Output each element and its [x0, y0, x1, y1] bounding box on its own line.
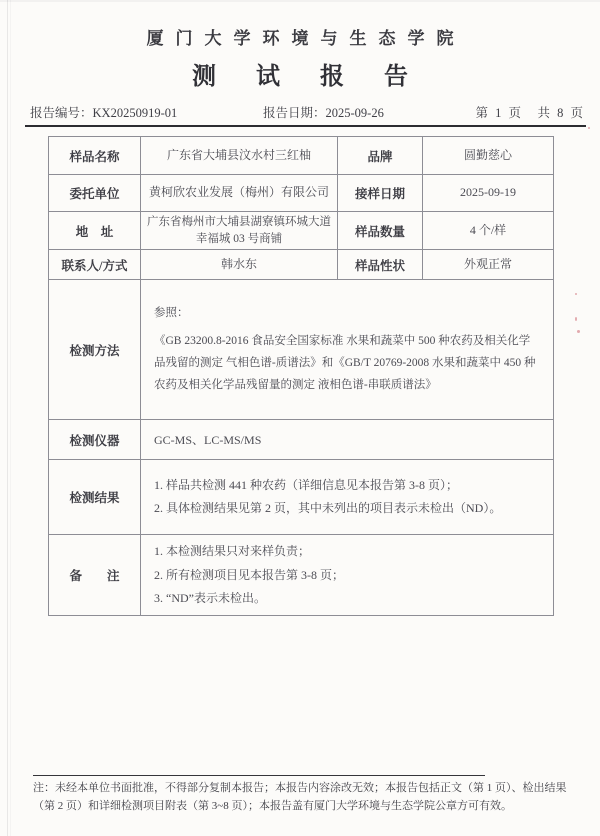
- field-label-remarks: 备 注: [49, 535, 141, 616]
- field-label-sample-name: 样品名称: [49, 137, 141, 175]
- table-row: [49, 250, 554, 280]
- table-row-results: [49, 460, 554, 535]
- field-label-brand: 品牌: [338, 137, 423, 175]
- table-row-instruments: [49, 420, 554, 460]
- report-date-value: 2025-09-26: [325, 106, 384, 120]
- field-label-instruments: 检测仪器: [49, 420, 141, 460]
- report-info-table: [48, 136, 554, 616]
- remark-line-2: 2. 所有检测项目见本报告第 3-8 页；: [154, 567, 344, 582]
- test-method-intro: 参照：: [154, 307, 189, 320]
- paper-edge-shadow: [7, 0, 8, 836]
- scan-artifact-red-speck: [575, 317, 577, 321]
- report-date: [263, 103, 384, 121]
- header-rule: [25, 125, 586, 127]
- result-line-2: 2. 具体检测结果见第 2 页，其中未列出的项目表示未检出（ND）。: [154, 501, 502, 516]
- report-date-label: 报告日期：: [263, 106, 326, 120]
- field-label-address: 地 址: [49, 212, 141, 250]
- scan-artifact-red-speck: [588, 127, 590, 129]
- field-value-contact: 韩水东: [141, 250, 338, 280]
- table-row-test-method: [49, 280, 554, 420]
- field-label-contact: 联系人/方式: [49, 250, 141, 280]
- field-value-results: [141, 460, 554, 535]
- document-header: [0, 0, 600, 127]
- field-value-client: 黄柯欣农业发展（梅州）有限公司: [141, 175, 338, 212]
- remark-line-3: 3. “ND”表示未检出。: [154, 591, 266, 606]
- test-method-standards: 《GB 23200.8-2016 食品安全国家标准 水果和蔬菜中 500 种农药及相关化学品残留的测定 气相色谱-质谱法》和《GB/T 20769-2008 水果和蔬菜中 450 种农药及相关化学品残留量的测定 液相色谱-串联质谱法》: [154, 335, 536, 391]
- field-value-test-method: [141, 280, 554, 420]
- report-meta-row: [0, 103, 600, 121]
- footer-note: [33, 775, 587, 815]
- table-row: [49, 137, 554, 175]
- page-indicator: 第 1 页 共 8 页: [475, 106, 585, 120]
- field-label-sample-quantity: 样品数量: [338, 212, 423, 250]
- paper-edge-shadow-2: [10, 0, 11, 836]
- field-value-sample-condition: 外观正常: [423, 250, 554, 280]
- field-label-results: 检测结果: [49, 460, 141, 535]
- report-number: [30, 103, 177, 121]
- field-label-client: 委托单位: [49, 175, 141, 212]
- field-value-receive-date: 2025-09-19: [423, 175, 554, 212]
- scan-artifact-red-speck: [577, 330, 580, 333]
- table-row-remarks: [49, 535, 554, 616]
- table-row: [49, 175, 554, 212]
- paper-edge-top-shadow: [0, 0, 600, 2]
- field-value-sample-name: 广东省大埔县汶水村三红柚: [141, 137, 338, 175]
- field-value-sample-quantity: 4 个/样: [423, 212, 554, 250]
- report-number-label: 报告编号：: [30, 106, 93, 120]
- field-label-test-method: 检测方法: [49, 280, 141, 420]
- field-label-sample-condition: 样品性状: [338, 250, 423, 280]
- result-line-1: 1. 样品共检测 441 种农药（详细信息见本报告第 3-8 页）；: [154, 477, 458, 492]
- institution-name: 厦门大学环境与生态学院: [146, 29, 466, 48]
- report-title: 测试报告: [192, 64, 448, 90]
- field-value-brand: 圆勤慈心: [423, 137, 554, 175]
- field-value-address: 广东省梅州市大埔县湖寮镇环城大道幸福城 03 号商铺: [141, 212, 338, 250]
- report-number-value: KX20250919-01: [92, 106, 178, 120]
- field-value-instruments: GC-MS、LC-MS/MS: [141, 420, 554, 460]
- footnote-text: 注：未经本单位书面批准，不得部分复制本报告；本报告内容涂改无效；本报告包括正文（第 1 页）、检出结果（第 2 页）和详细检测项目附表（第 3~8 页）；本报告盖有厦门大学环境与生态学院公章方可有效。: [33, 782, 567, 812]
- table-row: [49, 212, 554, 250]
- field-label-receive-date: 接样日期: [338, 175, 423, 212]
- scan-artifact-red-speck: [575, 293, 577, 295]
- field-value-remarks: [141, 535, 554, 616]
- footnote-rule: [33, 775, 485, 776]
- remark-line-1: 1. 本检测结果只对来样负责；: [154, 544, 311, 559]
